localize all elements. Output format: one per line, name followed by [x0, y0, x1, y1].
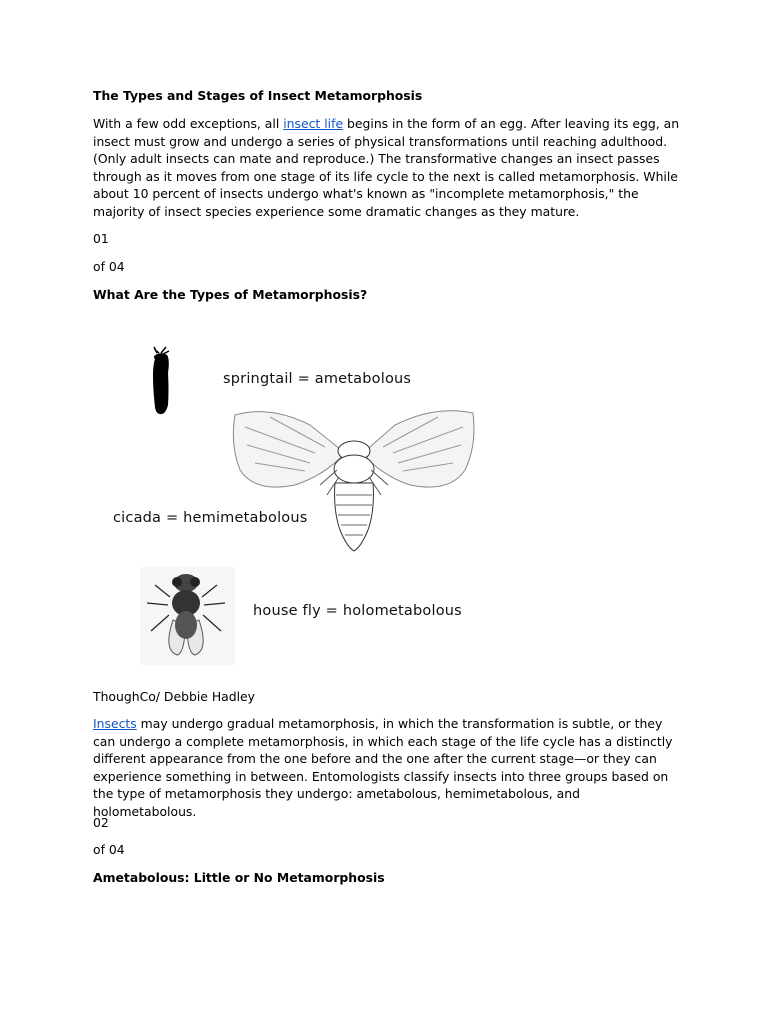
types-paragraph-text: may undergo gradual metamorphosis, in which the transformation is subtle, or they can undergo a complete metamorphosis, in which each stage of the life cycle has a distinctly different appearance from the one before and the one after the current stage—or they can experience something in between. Entomologists classify insects into three groups based on the type of metamorphosis they undergo: ametabolous, hemimetabolous, and holometabolous. [93, 716, 673, 819]
housefly-illustration [140, 567, 235, 665]
insects-link[interactable]: Insects [93, 716, 137, 731]
intro-paragraph [93, 115, 683, 221]
document-title: The Types and Stages of Insect Metamorphosis [93, 88, 423, 103]
section-heading-ametabolous: Ametabolous: Little or No Metamorphosis [93, 870, 385, 885]
cicada-illustration [233, 411, 474, 551]
image-credit: ThoughCo/ Debbie Hadley [93, 689, 255, 704]
metamorphosis-types-figure [95, 335, 495, 675]
step-of-1: of 04 [93, 259, 125, 274]
step-number-2: 02 [93, 815, 109, 830]
step-of-2: of 04 [93, 842, 125, 857]
types-paragraph [93, 715, 683, 821]
insect-life-link[interactable]: insect life [283, 116, 344, 131]
springtail-illustration [153, 347, 169, 414]
intro-text-after: begins in the form of an egg. After leaving its egg, an insect must grow and undergo a series of physical transformations until reaching adulthood. (Only adult insects can mate and reproduce.) The transformative changes an insect passes through as it moves from one stage of its life cycle to the next is called metamorphosis. While about 10 percent of insects undergo what's known as "incomplete metamorphosis," the majority of insect species experience some dramatic changes as they mature. [93, 116, 680, 219]
intro-text-before: With a few odd exceptions, all [93, 116, 284, 131]
step-number-1: 01 [93, 231, 109, 246]
housefly-label: house fly = holometabolous [253, 603, 462, 619]
springtail-label: springtail = ametabolous [223, 371, 412, 387]
section-heading-types: What Are the Types of Metamorphosis? [93, 287, 368, 302]
cicada-label: cicada = hemimetabolous [113, 510, 308, 526]
